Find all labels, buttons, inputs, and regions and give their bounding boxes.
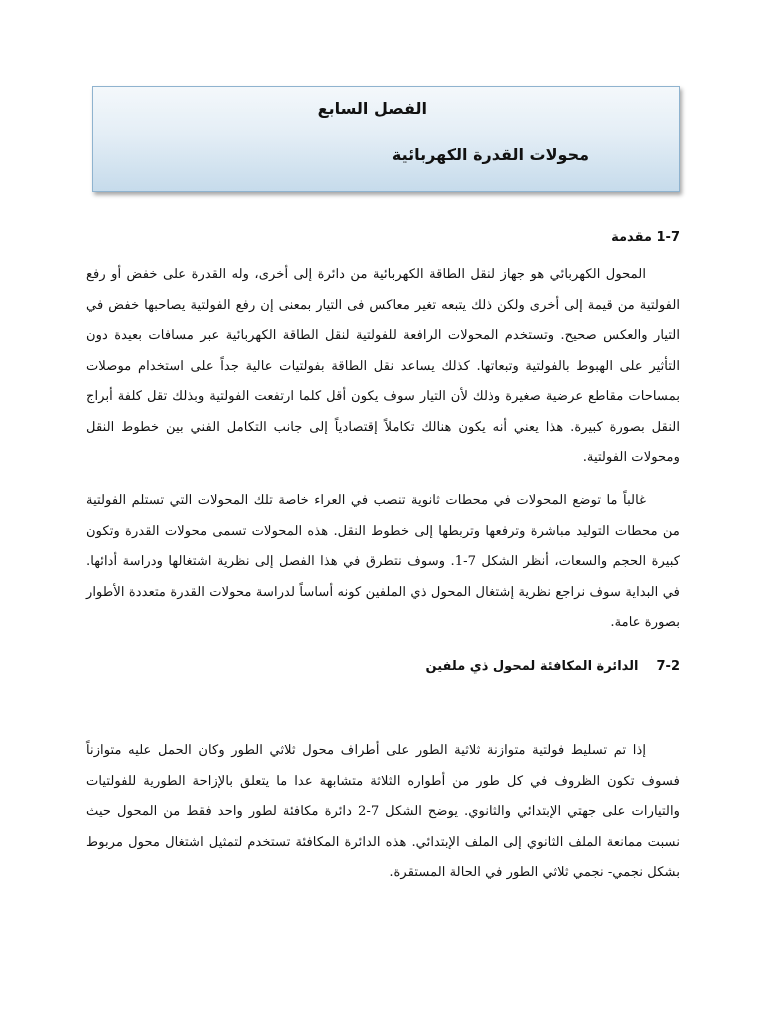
section-title: الدائرة المكافئة لمحول ذي ملفين bbox=[425, 659, 639, 674]
section-number: 7-2 bbox=[656, 659, 680, 674]
paragraph-introduction: المحول الكهربائي هو جهاز لنقل الطاقة الكهربائية من دائرة إلى أخرى، وله القدرة على خفض أو رفع الفولتية من قيمة إلى أخرى ولكن ذلك يتبعه تغير معاكس فى التيار بمعنى إن رفع الفولتية يصاحبها خفض في التيار والعكس صحيح. وتستخدم المحولات الرافعة للفولتية لنقل الطاقة الكهربائية عبر مسافات بعيدة دون التأثير على الهبوط بالفولتية وتبعاتها. كذلك يساعد نقل الطاقة بفولتيات عالية جداً على استخدام موصلات بمساحات مقاطع عرضية صغيرة وذلك لأن التيار سوف يكون أقل كلما ارتفعت الفولتية وبذلك تقل كلفة أبراج النقل بصورة كبيرة. هذا يعني أنه يكون هنالك تكاملاً إقتصادياً إلى جانب التكامل الفني بين خطوط النقل ومحولات الفولتية. bbox=[86, 267, 680, 465]
chapter-label: الفصل السابع bbox=[317, 99, 427, 118]
paragraph-three-phase: إذا تم تسليط فولتية متوازنة ثلاثية الطور على أطراف محول ثلاثي الطور وكان الحمل عليه متوازناً فسوف تكون الظروف في كل طور من أطواره الثلاثة متشابهة عدا ما يتعلق بالإزاحة الطورية للفولتيات والتيارات على جهتي الإبتدائي والثانوي. يوضح الشكل 7-2 دائرة مكافئة لطور واحد فقط من المحول حيث نسبت ممانعة الملف الثانوي إلى الملف الإبتدائي. هذه الدائرة المكافئة تستخدم لتمثيل اشتغال محول مربوط بشكل نجمي- نجمي ثلاثي الطور في الحالة المستقرة. bbox=[86, 743, 680, 880]
chapter-title: محولات القدرة الكهربائية bbox=[391, 145, 589, 164]
paragraph-substations: غالباً ما توضع المحولات في محطات ثانوية تنصب في العراء خاصة تلك المحولات التي تستلم الفولتية من محطات التوليد مباشرة وترفعها وتربطها إلى خطوط النقل. هذه المحولات تسمى محولات القدرة وتكون كبيرة الحجم والسعات، أنظر الشكل 7-1. وسوف نتطرق في هذا الفصل إلى نظرية اشتغالها ودراسة أدائها. في البداية سوف نراجع نظرية إشتغال المحول ذي الملفين كونه أساساً لدراسة محولات القدرة متعددة الأطوار بصورة عامة. bbox=[86, 493, 680, 630]
section-heading-introduction: 1-7 مقدمة bbox=[611, 230, 680, 245]
section-heading-equivalent-circuit bbox=[426, 659, 680, 674]
chapter-title-box bbox=[92, 86, 680, 192]
